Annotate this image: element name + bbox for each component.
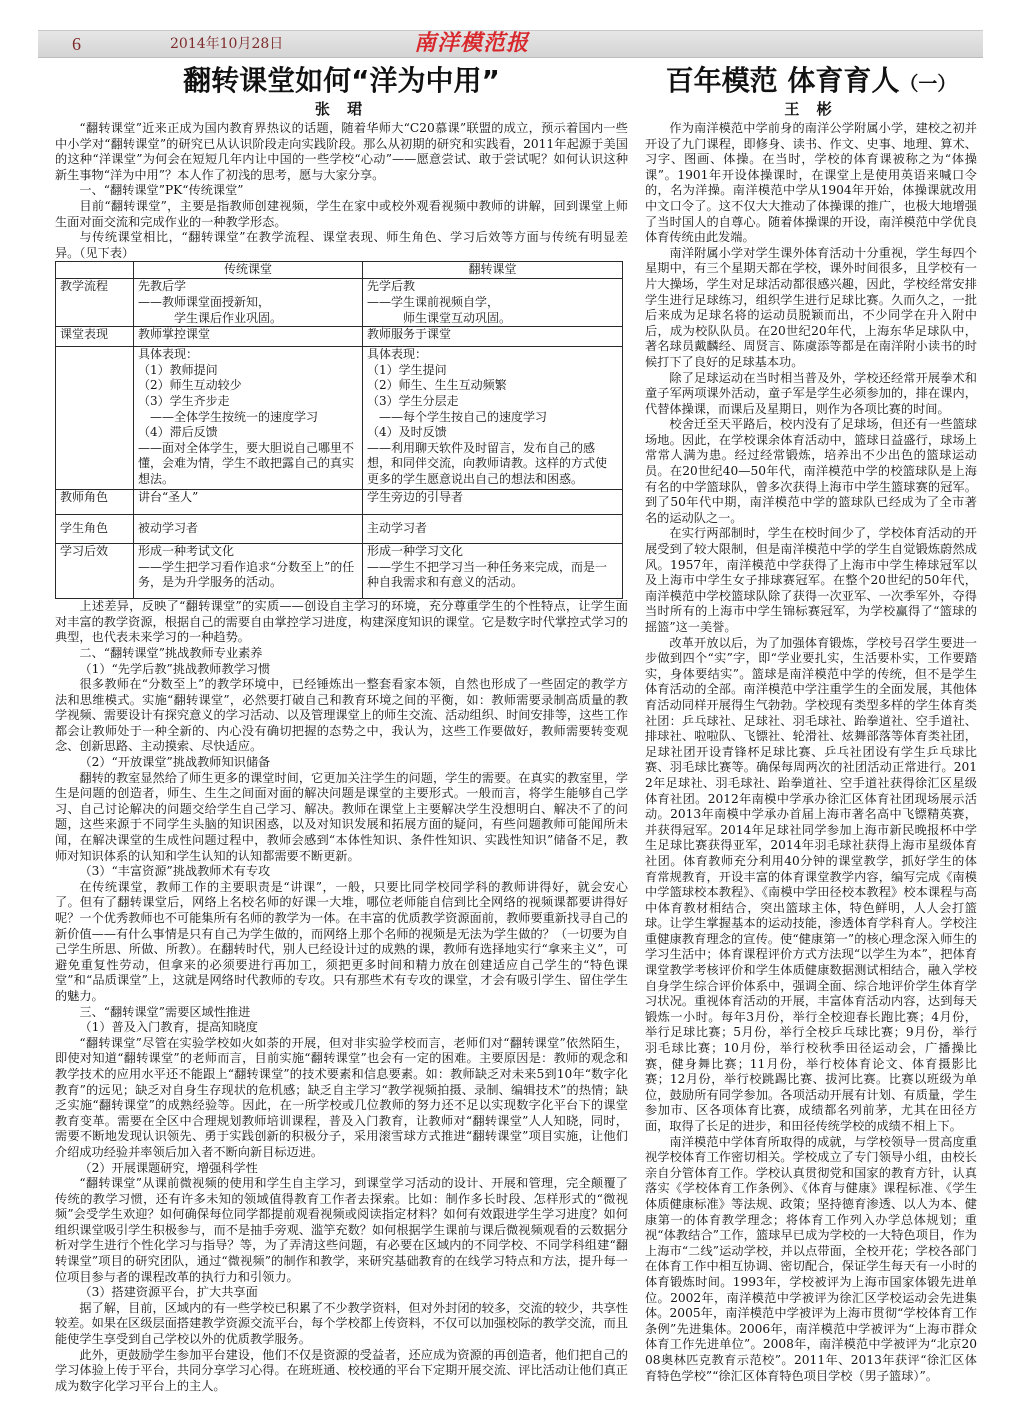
article-title: 翻转课堂如何“洋为中用”	[183, 64, 500, 97]
article-title	[645, 64, 977, 98]
comparison-table	[55, 261, 623, 599]
paragraph: 据了解，目前，区域内的有一些学校已积累了不少教学资料，但对外封闭的较多，交流的较少，共享性较差。如果在区级层面搭建教学资源交流平台，每个学校都上传资料，不仅可以加强校际的教学交流，而且能使学生享受到自己学校以外的优质教学服务。	[55, 1300, 628, 1347]
table-cell	[134, 279, 363, 327]
section-heading: 二、“翻转课堂”挑战教师专业素养	[79, 645, 263, 660]
paragraph: 此外，更鼓励学生参加平台建设，他们不仅是资源的受益者，还应成为资源的再创造者，他们把自己的学习体验上传于平台，共同分享学习心得。在班班通、校校通的平台下定期开展交流、评比活动让他们真正成为数字化学习平台上的主人。	[55, 1347, 628, 1393]
table-row	[56, 347, 623, 490]
paragraph: 上述差异，反映了“翻转课堂”的实质——创设自主学习的环境，充分尊重学生的个性特点，让学生面对丰富的教学资源，根据自己的需要自由掌控学习进度，构建深度知识的课堂。它是数字时代掌控式学习的典型，也代表未来学习的一种趋势。	[55, 599, 628, 645]
paragraph: 翻转的教室显然给了师生更多的课堂时间，它更加关注学生的问题，学生的需要。在真实的教室里，学生是问题的创造者，师生、生生之间面对面的解决问题是课堂的主要形式。一般而言，将学生能够自己学习、自己讨论解决的问题交给学生自己学习、解决。教师在课堂上主要解决学生没想明白、解决不了的问题，这些来源于不同学生头脑的知识困惑，以及对知识发展和拓展方面的疑问，有些问题教师可能闻所未闻，在解决课堂的生成性问题过程中，教师会感到“本体性知识、条件性知识、实践性知识”储备不足，教师对知识体系的认知和学生认知的认知都需要不断更新。	[55, 770, 628, 863]
newspaper-masthead: 南洋模范报	[414, 30, 530, 56]
table-cell: 被动学习者	[134, 515, 363, 544]
table-corner-cell	[56, 262, 134, 279]
subsection-heading: （3）搭建资源平台，扩大共享面	[79, 1285, 258, 1300]
table-cell: 教师服务于课堂	[363, 327, 623, 347]
subsection-heading: （2）开展课题研究，增强科学性	[79, 1160, 258, 1175]
left-article	[55, 64, 628, 1393]
publication-date: 2014年10月28日	[170, 36, 284, 52]
paragraph: 校舍迁至天平路后，校内没有了足球场，但还有一些篮球场地。因此，在学校课余体育活动中，篮球日益盛行，球场上常常人满为患。经过经常锻炼，培养出不少出色的篮球运动员。在20世纪40—50年代，南洋模范中学的校篮球队是上海有名的中学篮球队，曾多次获得上海市中学生篮球赛的冠军。到了50年代中期，南洋模范中学的篮球队已经成为了全市著名的运动队之一。	[645, 417, 977, 525]
cell-line: （4）及时反馈	[367, 425, 447, 440]
cell-line: 先教后学	[138, 279, 187, 294]
table-cell	[363, 544, 623, 599]
paragraph: 在实行两部制时，学生在校时间少了，学校体育活动的开展受到了较大限制，但是南洋模范中学的学生自觉锻炼蔚然成风。1957年，南洋模范中学获得了上海市中学生棒球冠军以及上海市中学生女子排球赛冠军。在整个20世纪的50年代，南洋模范中学校篮球队除了获得一次亚军、一次季军外，夺得当时所有的上海市中学生锦标赛冠军，为学校赢得了“篮球的摇篮”这一美誉。	[645, 526, 977, 634]
table-cell	[134, 347, 363, 490]
cell-line: 形成一种学习文化	[367, 544, 464, 559]
table-cell	[363, 279, 623, 327]
cell-line: ——利用聊天软件及时留言，发布自己的感想，和同伴交流，向教师请教。这样的方式使更多的学生愿意说出自己的想法和困惑。	[367, 440, 608, 486]
row-label: 学习后效	[56, 544, 134, 599]
cell-line: 具体表现：	[138, 347, 199, 362]
section-heading: 一、“翻转课堂”PK“传统课堂”	[79, 183, 244, 198]
cell-line: ——学生把学习看作追求“分数至上”的任务，是为升学服务的活动。	[138, 559, 355, 590]
cell-line: ——学生不把学习当一种任务来完成，而是一种自我需求和有意义的活动。	[367, 559, 608, 590]
table-header-traditional: 传统课堂	[134, 262, 363, 279]
table-row	[56, 515, 623, 544]
page-header-bar	[38, 30, 983, 58]
article-author: 张 珺	[314, 100, 369, 118]
table-header-row	[56, 262, 623, 279]
table-cell	[134, 544, 363, 599]
cell-line: ——学生课前视频自学，	[367, 294, 500, 309]
paragraph: “翻转课堂”近来正成为国内教育界热议的话题，随着华师大“C20慕课”联盟的成立，预示着国内一些中小学对“翻转课堂”的研究已从认识阶段走向实践阶段。那么从初期的研究和实践看，2011年起源于美国的这种“洋课堂”为何会在短短几年内让中国的一些学校“心动”——愿意尝试、敢于尝试呢？如何认识这种新生事物“洋为中用”？本人作了初浅的思考，愿与大家分享。	[55, 121, 628, 182]
paragraph: 南洋附属小学对学生课外体育活动十分重视，学生每四个星期中，有三个星期天都在学校，课外时间很多，且学校有一片大操场，学生对足球活动都很感兴趣，因此，学校经常安排学生进行足球练习，组织学生进行足球比赛。久而久之，一批后来成为足球名将的运动员脱颖而出，不少同学在升入附中后，成为校队队员。在20世纪20年代，上海东华足球队中，著名球员戴麟经、周贤言、陈虞添等都是在南洋附小读书的时候打下了良好的足球基本功。	[645, 245, 977, 369]
cell-line: （1）学生提问	[367, 362, 447, 377]
paragraph: 在传统课堂，教师工作的主要职责是“讲课”，一般，只要比同学校同学科的教师讲得好，就会安心了。但有了翻转课堂后，网络上名校名师的好课一大堆，哪位老师能自信到比全网络的视频课都要讲得好呢？一个优秀教师也不可能集所有名师的教学为一体。在丰富的优质教学资源面前，教师要重新找寻自己的新价值——有什么事情是只有自己为学生做的，而网络上那个名师的视频是无法为学生做的？（一切要为自己学生所思、所做、所教）。在翻转时代，别人已经设计过的成熟的课，教师有选择地实行“拿来主义”，可避免重复性劳动，但拿来的必须要进行再加工，须把更多时间和精力放在创建适应自己学生的“特色课堂”和“品质课堂”上，这就是网络时代教师的专攻。只有那些术有专攻的课堂，才会有吸引学生、留住学生的魅力。	[55, 879, 628, 1003]
paragraph: “翻转课堂”尽管在实验学校如火如荼的开展，但对非实验学校而言，老师们对“翻转课堂”依然陌生，即使对知道“翻转课堂”的老师而言，目前实施“翻转课堂”也会有一定的困难。主要原因是：教师的观念和教学技术的应用水平还不能跟上“翻转课堂”的技术要素和信息要素。如：教师缺乏对未来5到10年“数字化教育”的远见；缺乏对自身生存现状的危机感；缺乏自主学习“教学视频拍摄、录制、编辑技术”的热情；缺乏实施“翻转课堂”的成熟经验等。因此，在一所学校或几位教师的努力还不足以实现数字化平台下的课堂教育变革。需要在全区中合理规划教师培训课程，普及入门教育，让教师对“翻转课堂”人人知晓，同时，需要不断地发现认识领先、勇于实践创新的积极分子，采用滚雪球方式推进“翻转课堂”项目实施，让他们介绍成功经验并率领后加入者不断向新目标迈进。	[55, 1035, 628, 1159]
paragraph: 除了足球运动在当时相当普及外，学校还经常开展拳术和童子军两项课外活动，童子军是学生必须参加的，排在课内，代替体操课，而课后及星期日，则作为各项比赛的时间。	[645, 370, 977, 416]
row-label: 课堂表现	[56, 327, 134, 347]
row-label: 学生角色	[56, 515, 134, 544]
cell-line: 学生课后作业巩固。	[174, 310, 283, 325]
cell-line: （3）学生分层走	[367, 393, 459, 408]
page-number: 6	[72, 34, 81, 54]
cell-line: （4）滞后反馈	[138, 425, 218, 440]
subsection-heading: （1）“先学后教”挑战教师教学习惯	[79, 661, 271, 676]
cell-line: ——教师课堂面授新知，	[138, 294, 271, 309]
table-row	[56, 279, 623, 327]
paragraph: 改革开放以后，为了加强体育锻炼，学校号召学生要进一步做到四个“实”字，即“学业要扎实，生活要朴实，工作要踏实，身体要结实”。篮球是南洋模范中学的传统，但不是学生体育活动的全部。南洋模范中学注重学生的全面发展，其他体育活动同样开展得生气勃勃。学校现有类型多样的学生体育类社团：乒乓球社、足球社、羽毛球社、跆拳道社、空手道社、排球社、啦啦队、飞镖社、轮滑社、炫舞部落等体育类社团，足球社团开设青锋杯足球比赛、乒乓社团设有学生乒乓球比赛、羽毛球比赛等。确保每周两次的社团活动正常进行。2012年足球社、羽毛球社、跆拳道社、空手道社获得徐汇区星级体育社团。2012年南模中学承办徐汇区体育社团现场展示活动。2013年南模中学承办首届上海市著名高中飞镖精英赛，并获得冠军。2014年足球社同学参加上海市新民晚报杯中学生足球比赛获得亚军，2014年羽毛球社获得上海市星级体育社团。体育教师充分利用40分钟的课堂教学，抓好学生的体育常规教育，开设丰富的体育课堂教学内容，编写完成《南模中学篮球校本教程》、《南模中学田径校本教程》校本课程与高中体育教材相结合，突出篮球主体，特色鲜明，人人会打篮球。让学生掌握基本的运动技能，渗透体育学科育人。学校注重健康教育理念的宣传。使“健康第一”的核心理念深入师生的学习生活中；体育课程评价方式方法现“以学生为本”，把体育课堂教学考核评价和学生体质健康数据测试相结合，融入学校自身学生综合评价体系中，强调全面、综合地评价学生体育学习状况。重视体育活动的开展，丰富体育活动内容，达到每天锻炼一小时。每年3月份，举行全校迎春长跑比赛；4月份，举行足球比赛；5月份，举行全校乒乓球比赛；9月份，举行羽毛球比赛；10月份，举行校秋季田径运动会，广播操比赛，健身舞比赛；11月份，举行校体育论文、体育摄影比赛；12月份，举行校跳踢比赛、拔河比赛。比赛以班级为单位，鼓励所有同学参加。各项活动开展有计划、有质量，学生参加市、区各项体育比赛，成绩都名列前茅，尤其在田径方面，取得了长足的进步，和田径传统学校的成绩不相上下。	[645, 635, 977, 1133]
table-row	[56, 490, 623, 515]
cell-line: 形成一种考试文化	[138, 544, 235, 559]
row-label: 教师角色	[56, 490, 134, 515]
article-title-main: 百年模范 体育育人	[665, 64, 900, 97]
right-article	[645, 64, 977, 1394]
paragraph: 目前“翻转课堂”，主要是指教师创建视频，学生在家中或校外观看视频中教师的讲解，回到课堂上师生面对面交流和完成作业的一种教学形态。	[55, 198, 628, 229]
article-title-part: （一）	[899, 73, 957, 95]
cell-line: （2）师生、生生互动频繁	[367, 378, 507, 393]
article-author: 王 彬	[784, 100, 838, 118]
paragraph: 很多教师在“分数至上”的教学环境中，已经锤炼出一整套看家本领，自然也形成了一些固定的教学方法和思维模式。实施“翻转课堂”，必然要打破自己和教育环境之间的平衡，如：教师需要录制高质量的教学视频、需要设计有探究意义的学习活动、以及管理课堂上的师生交流、活动组织、时间安排等，这些工作都会让教师处于一种全新的、内心没有确切把握的态势之中，我认为，这些工作要做好，教师需要转变观念、创新思路、主动摸索、尽快适应。	[55, 677, 628, 754]
cell-line: 具体表现：	[367, 347, 428, 362]
article-body	[55, 121, 628, 261]
cell-line: 先学后教	[367, 279, 416, 294]
table-cell: 讲台“圣人”	[134, 490, 363, 515]
paragraph: 南洋模范中学体育所取得的成就，与学校领导一贯高度重视学校体育工作密切相关。学校成立了专门领导小组，由校长亲自分管体育工作。学校认真贯彻党和国家的教育方针，认真落实《学校体育工作条例》、《体育与健康》课程标准、《学生体质健康标准》等法规、政策；坚持德育渗透、以人为本、健康第一的体育教学理念；将体育工作列入办学总体规划；重视“体教结合”工作，篮球早已成为学校的一大特色项目，作为上海市“二线”运动学校，并以点带面，全校开花；学校各部门在体育工作中相互协调、密切配合，保证学生每天有一小时的体育锻炼时间。1993年，学校被评为上海市国家体锻先进单位。2002年，南洋模范中学被评为徐汇区学校运动会先进集体。2005年，南洋模范中学被评为上海市贯彻“学校体育工作条例”先进集体。2006年，南洋模范中学被评为“上海市群众体育工作先进单位”。2008年，南洋模范中学被评为“北京2008奥林匹克教育示范校”。2011年、2013年获评“徐汇区体育特色学校”“徐汇区体育特色项目学校（男子篮球）”。	[645, 1134, 977, 1383]
subsection-heading: （3）“丰富资源”挑战教师术有专攻	[79, 864, 271, 879]
table-cell: 教师掌控课堂	[134, 327, 363, 347]
paragraph: 作为南洋模范中学前身的南洋公学附属小学，建校之初并开设了九门课程，即修身、读书、作文、史事、地理、算术、习字、图画、体操。在当时，学校的体育课被称之为“体操课”。1901年开设体操课时，在课堂上是使用英语来喊口令的，名为洋操。南洋模范中学从1904年开始，体操课就改用中文口令了。这不仅大大推动了体操课的推广，也极大地增强了当时国人的自尊心。随着体操课的开设，南洋模范中学优良体育传统由此发端。	[645, 121, 977, 245]
paragraph: 与传统课堂相比，“翻转课堂”在教学流程、课堂表现、师生角色、学习后效等方面与传统有明显差异。（见下表）	[55, 230, 628, 260]
table-row	[56, 544, 623, 599]
cell-line: ——面对全体学生，要大胆说自己哪里不懂，会难为情，学生不敢把露自己的真实想法。	[138, 440, 355, 486]
table-cell: 学生旁边的引导者	[363, 490, 623, 515]
cell-line: （3）学生齐步走	[138, 393, 230, 408]
table-cell: 主动学习者	[363, 515, 623, 544]
table-cell	[363, 347, 623, 490]
table-header-flipped: 翻转课堂	[363, 262, 623, 279]
cell-line: ——全体学生按统一的速度学习	[150, 409, 319, 424]
article-body	[645, 121, 977, 1384]
cell-line: （2）师生互动较少	[138, 378, 242, 393]
subsection-heading: （2）“开放课堂”挑战教师知识储备	[79, 755, 271, 770]
row-label-empty	[56, 347, 134, 490]
article-body-continued	[55, 599, 628, 1394]
section-heading: 三、“翻转课堂”需要区域性推进	[79, 1004, 251, 1019]
paragraph: “翻转课堂”从课前微视频的使用和学生自主学习，到课堂学习活动的设计、开展和管理，完全颠覆了传统的教学习惯，还有许多未知的领域值得教育工作者去探索。比如：制作多长时段、怎样形式的“微视频”会受学生欢迎？如何确保每位同学都提前观看视频或阅读指定材料？如何有效跟进学生学习进度？如何组织课堂吸引学生积极参与，而不是抽手旁观、滥竽充数？如何根据学生课前与课后微视频观看的云数据分析对学生进行个性化学习与指导？等，为了弄清这些问题，有必要在区域内的不同学校、不同学科组建“翻转课堂”项目的研究团队，通过“微视频”的制作和教学，来研究基础教育的在线学习特点和方法，提升每一位项目参与者的课程改革的执行力和引领力。	[55, 1176, 628, 1284]
cell-line: 师生课堂互动巩固。	[403, 310, 512, 325]
subsection-heading: （1）普及入门教育，提高知晓度	[79, 1020, 258, 1035]
row-label: 教学流程	[56, 279, 134, 327]
cell-line: ——每个学生按自己的速度学习	[379, 409, 548, 424]
cell-line: （1）教师提问	[138, 362, 218, 377]
table-row	[56, 327, 623, 347]
